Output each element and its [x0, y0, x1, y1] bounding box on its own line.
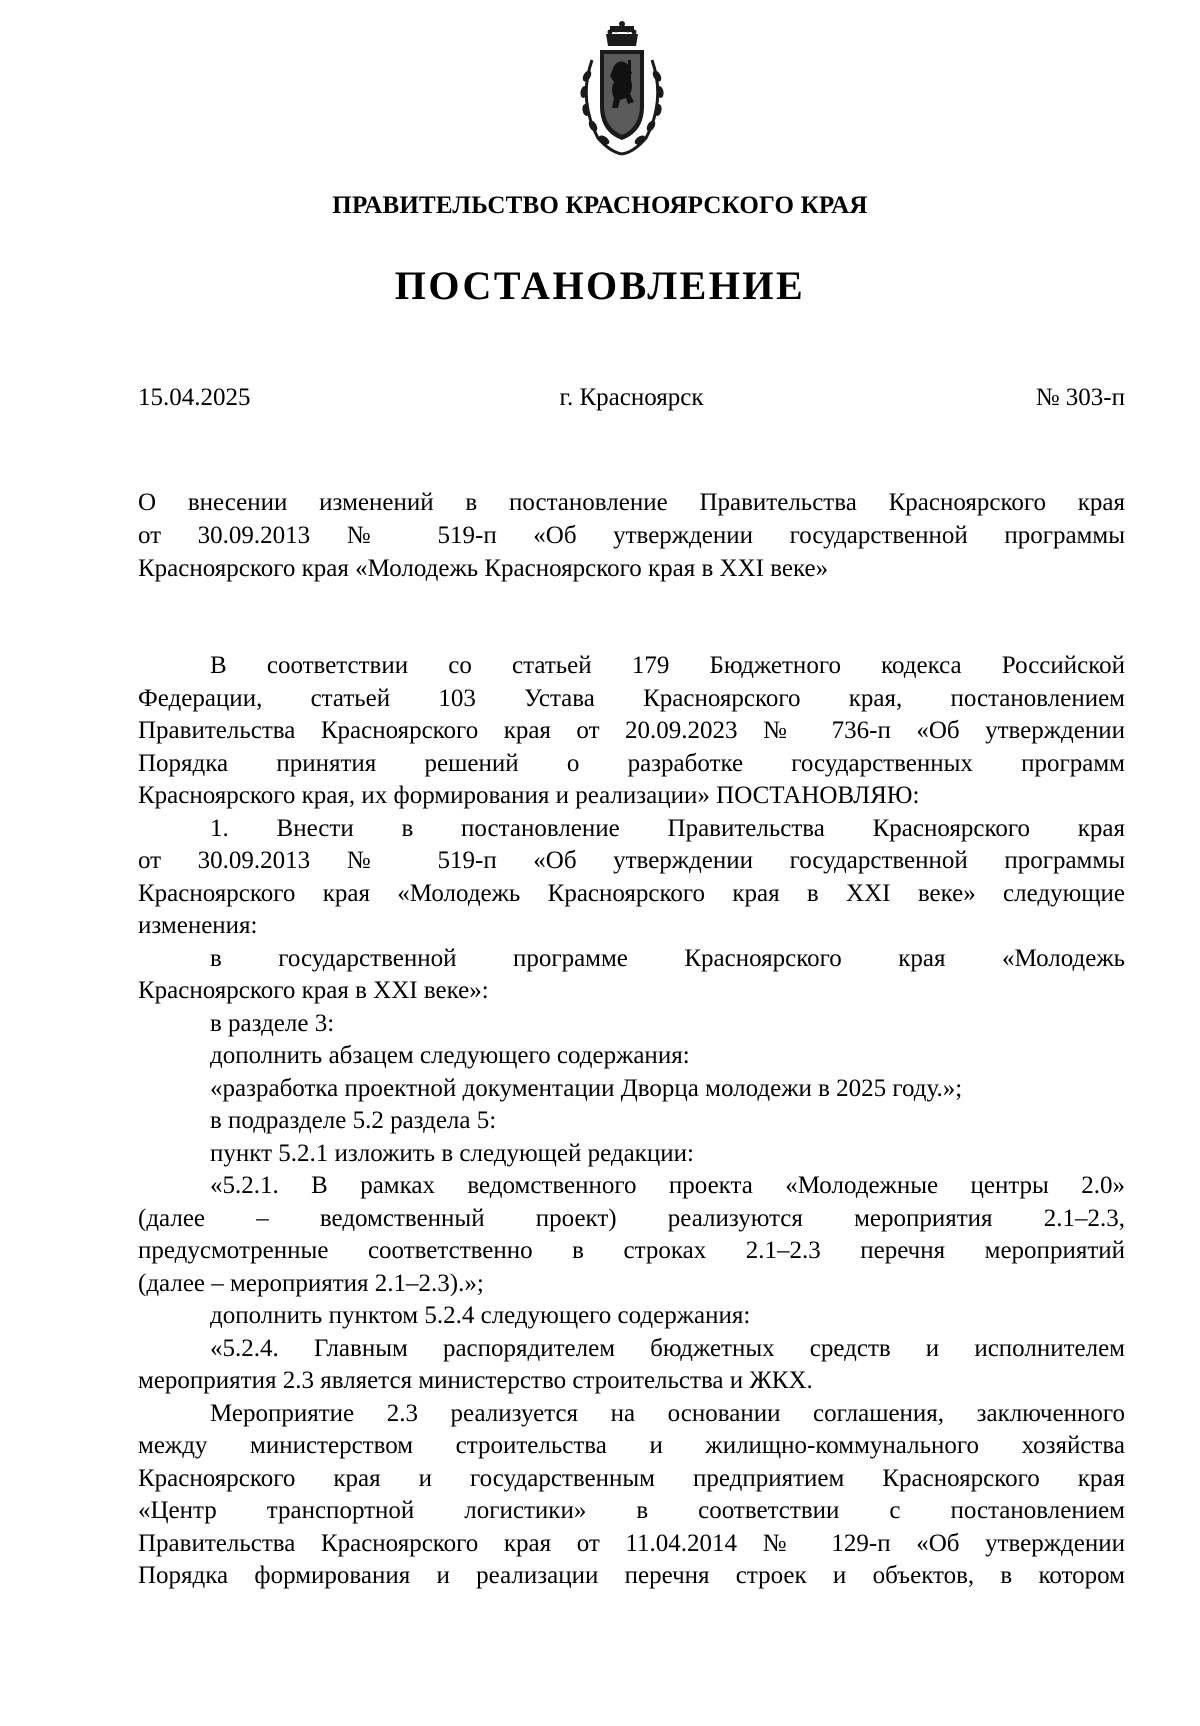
body-line: «разработка проектной документации Дворца молодежи в 2025 году.»;	[210, 1074, 963, 1102]
body-line: в государственной программе Красноярского края «Молодежь	[210, 944, 1125, 972]
body-line: в подразделе 5.2 раздела 5:	[210, 1107, 497, 1134]
body-line: Правительства Красноярского края от 11.04.2014 № 129-п «Об утверждении	[138, 1529, 1125, 1557]
body-line: дополнить абзацем следующего содержания:	[210, 1042, 690, 1069]
body-line: «Центр транспортной логистики» в соответствии с постановлением	[138, 1497, 1125, 1524]
body-line: Красноярского края, их формирования и реализации» ПОСТАНОВЛЯЮ:	[138, 782, 920, 809]
document-city: г. Красноярск	[559, 384, 704, 411]
issuing-authority: ПРАВИТЕЛЬСТВО КРАСНОЯРСКОГО КРАЯ	[332, 192, 868, 219]
body-line: Красноярского края в XXI веке»:	[138, 977, 489, 1004]
document-subject	[138, 486, 1125, 585]
subject-line: Красноярского края «Молодежь Красноярского края в XXI веке»	[138, 555, 829, 582]
body-line: Мероприятие 2.3 реализуется на основании соглашения, заключенного	[210, 1399, 1125, 1427]
body-line: Правительства Красноярского края от 20.09.2023 № 736-п «Об утверждении	[138, 717, 1125, 744]
body-line: Федерации, статьей 103 Устава Красноярского края, постановлением	[138, 684, 1125, 712]
body-line: 1. Внести в постановление Правительства Красноярского края	[210, 814, 1125, 842]
subject-line: О внесении изменений в постановление Правительства Красноярского края	[138, 489, 1125, 516]
body-line: мероприятия 2.3 является министерство строительства и ЖКХ.	[138, 1367, 813, 1394]
body-line: от 30.09.2013 № 519-п «Об утверждении государственной программы	[138, 847, 1125, 874]
body-line: Красноярского края «Молодежь Красноярского края в XXI веке» следующие	[138, 879, 1125, 907]
body-line: в разделе 3:	[210, 1009, 335, 1037]
body-line: «5.2.1. В рамках ведомственного проекта «Молодежные центры 2.0»	[210, 1172, 1125, 1199]
body-line: Красноярского края и государственным предприятием Красноярского края	[138, 1464, 1125, 1492]
document-number: № 303-п	[1035, 384, 1125, 411]
document-meta	[138, 384, 1125, 418]
body-line: В соответствии со статьей 179 Бюджетного кодекса Российской	[210, 652, 1125, 679]
coat-of-arms-icon	[570, 20, 674, 160]
body-line: изменения:	[138, 912, 258, 939]
body-line: (далее – мероприятия 2.1–2.3).»;	[138, 1269, 484, 1297]
body-line: между министерством строительства и жилищно-коммунального хозяйства	[138, 1432, 1125, 1459]
document-body	[138, 650, 1125, 1593]
body-line: дополнить пунктом 5.2.4 следующего содержания:	[210, 1302, 751, 1329]
body-line: (далее – ведомственный проект) реализуются мероприятия 2.1–2.3,	[138, 1204, 1125, 1232]
document-type-title: ПОСТАНОВЛЕНИЕ	[394, 263, 806, 308]
body-line: предусмотренные соответственно в строках 2.1–2.3 перечня мероприятий	[138, 1237, 1125, 1264]
body-line: пункт 5.2.1 изложить в следующей редакции:	[210, 1139, 694, 1167]
subject-line: от 30.09.2013 № 519-п «Об утверждении государственной программы	[138, 522, 1125, 549]
body-line: «5.2.4. Главным распорядителем бюджетных средств и исполнителем	[210, 1334, 1125, 1362]
body-line: Порядка принятия решений о разработке государственных программ	[138, 749, 1125, 777]
body-line: Порядка формирования и реализации перечня строек и объектов, в котором	[138, 1562, 1125, 1589]
document-date: 15.04.2025	[138, 384, 251, 411]
